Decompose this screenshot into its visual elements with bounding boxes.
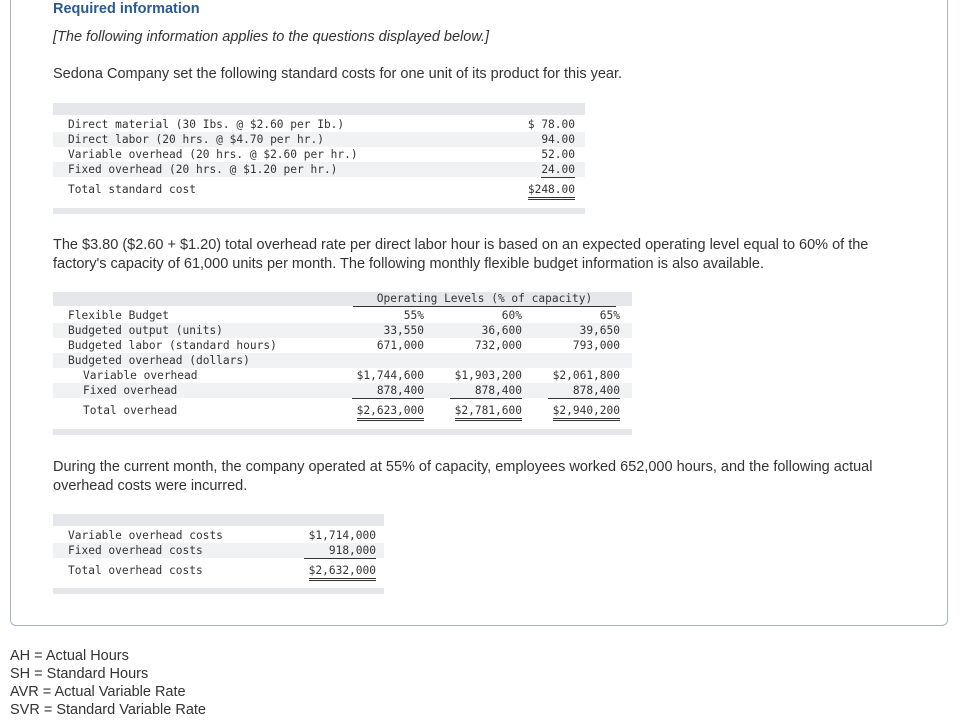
intro-text: Sedona Company set the following standard costs for one unit of its product for this year. — [53, 66, 623, 82]
row-value: 52.00 — [541, 148, 575, 161]
table-top-bar — [53, 514, 384, 526]
row-value: 33,550 — [383, 324, 424, 337]
table-row — [53, 368, 632, 383]
row-label: Fixed overhead costs — [68, 544, 203, 557]
row-value: $1,744,600 — [356, 369, 424, 382]
row-value: 918,000 — [304, 543, 376, 559]
table-top-bar — [53, 103, 585, 115]
row-value: 793,000 — [572, 339, 620, 352]
row-label: Fixed overhead — [83, 384, 178, 397]
legend-actual-variable-rate: AVR = Actual Variable Rate — [10, 684, 186, 700]
row-label: Direct material (30 Ibs. @ $2.60 per Ib.) — [68, 118, 345, 131]
flexible-budget-table — [53, 292, 632, 435]
actual-overhead-table — [53, 514, 384, 594]
row-label: Budgeted labor (standard hours) — [68, 339, 277, 352]
total-value: $248.00 — [528, 182, 575, 200]
row-value: $ 78.00 — [527, 118, 575, 131]
row-label: Budgeted overhead (dollars) — [68, 354, 250, 367]
row-value: $2,061,800 — [552, 369, 620, 382]
table-row — [53, 162, 585, 177]
row-value: 732,000 — [474, 339, 522, 352]
table-row — [53, 132, 585, 147]
row-value: 36,600 — [481, 324, 522, 337]
legend-actual-hours: AH = Actual Hours — [10, 648, 129, 664]
table-row — [53, 323, 632, 338]
table-bottom-bar — [53, 588, 384, 594]
table-bottom-bar — [53, 208, 585, 214]
row-value: 878,400 — [548, 383, 620, 399]
total-value: $2,940,200 — [553, 403, 620, 421]
table-row — [53, 383, 632, 398]
total-label: Total overhead — [83, 404, 178, 417]
row-value: 878,400 — [352, 383, 424, 399]
row-value: $1,714,000 — [308, 529, 376, 542]
flexible-budget-title: Flexible Budget — [68, 309, 170, 322]
level-65: 65% — [599, 309, 620, 322]
row-label: Fixed overhead (20 hrs. @ $1.20 per hr.) — [68, 163, 338, 176]
required-information-title: Required information — [53, 1, 200, 17]
table-row — [53, 338, 632, 353]
actual-costs-text: During the current month, the company operated at 55% of capacity, employees worked 652,000 hours, and the following actual overhead costs were incurred. — [53, 459, 873, 494]
legend-standard-hours: SH = Standard Hours — [10, 666, 149, 682]
table-row — [53, 528, 384, 543]
level-55: 55% — [403, 309, 424, 322]
standard-cost-table — [53, 103, 585, 214]
total-label: Total overhead costs — [68, 564, 203, 577]
legend-standard-variable-rate: SVR = Standard Variable Rate — [10, 702, 206, 718]
table-row — [53, 353, 632, 368]
row-value: $1,903,200 — [454, 369, 522, 382]
total-row — [53, 182, 585, 197]
overhead-rate-text: The $3.80 ($2.60 + $1.20) total overhead rate per direct labor hour is based on an expected operating level equal to 60% of the factory's capacity of 61,000 units per month. The following monthly flexible budget information is also available. — [53, 237, 869, 272]
operating-levels-header: Operating Levels (% of capacity) — [353, 292, 616, 307]
table-row — [53, 543, 384, 558]
row-value: 878,400 — [450, 383, 522, 399]
total-value: $2,781,600 — [455, 403, 522, 421]
level-60: 60% — [501, 309, 522, 322]
applies-note: [The following information applies to the questions displayed below.] — [53, 29, 490, 45]
table-row — [53, 117, 585, 132]
row-label: Variable overhead (20 hrs. @ $2.60 per hr.) — [68, 148, 358, 161]
row-value: 39,650 — [579, 324, 620, 337]
total-value: $2,623,000 — [357, 403, 424, 421]
row-value: 671,000 — [376, 339, 424, 352]
total-row — [53, 563, 384, 578]
total-value: $2,632,000 — [309, 563, 376, 581]
row-value: 94.00 — [541, 133, 575, 146]
row-label: Variable overhead costs — [68, 529, 223, 542]
table-row — [53, 308, 632, 323]
row-label: Variable overhead — [83, 369, 198, 382]
table-bottom-bar — [53, 429, 632, 435]
row-value: 24.00 — [541, 163, 575, 176]
total-row — [53, 403, 632, 418]
table-row — [53, 147, 585, 162]
total-label: Total standard cost — [68, 183, 196, 196]
row-label: Budgeted output (units) — [68, 324, 223, 337]
row-label: Direct labor (20 hrs. @ $4.70 per hr.) — [68, 133, 324, 146]
